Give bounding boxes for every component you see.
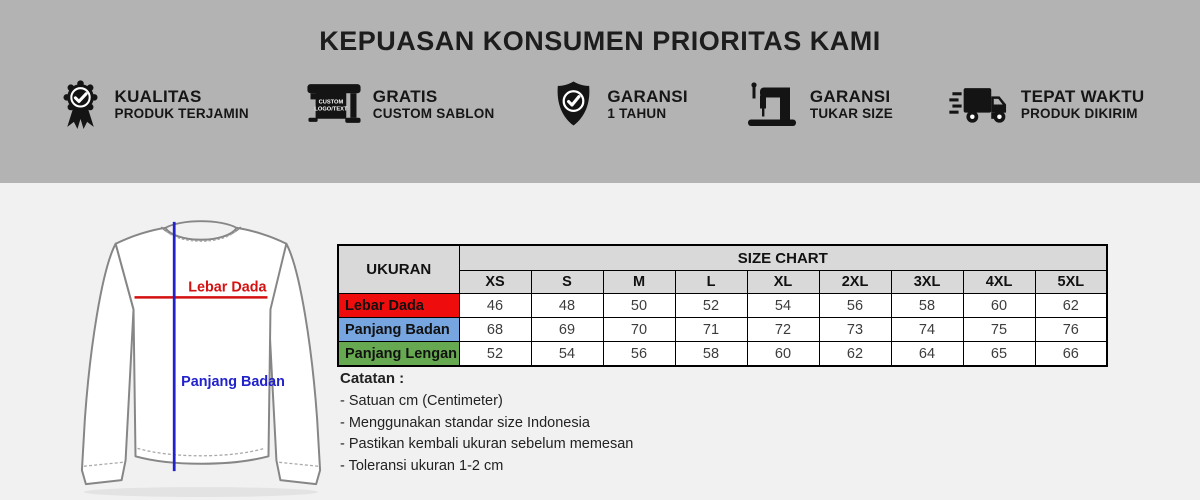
long-sleeve-shirt-illustration xyxy=(72,210,330,498)
feature-line2: 1 TAHUN xyxy=(607,106,667,122)
size-value-cell: 60 xyxy=(747,342,819,367)
size-value-cell: 68 xyxy=(459,318,531,342)
size-column-header: XL xyxy=(747,271,819,294)
note-item: - Pastikan kembali ukuran sebelum memesan xyxy=(340,436,634,452)
feature-label xyxy=(607,87,688,121)
size-value-cell: 69 xyxy=(531,318,603,342)
feature-tepat-waktu xyxy=(949,81,1145,128)
size-value-cell: 58 xyxy=(891,294,963,318)
feature-gratis-sablon xyxy=(305,81,495,128)
size-value-cell: 70 xyxy=(603,318,675,342)
notes xyxy=(340,370,633,477)
shirt-shadow xyxy=(84,487,318,497)
size-value-cell: 48 xyxy=(531,294,603,318)
size-chart-table xyxy=(337,244,1108,367)
feature-line2: TUKAR SIZE xyxy=(809,106,893,122)
feature-line1: GARANSI xyxy=(809,87,891,107)
medal-check-icon xyxy=(56,78,105,131)
size-value-cell: 56 xyxy=(603,342,675,367)
size-value-cell: 56 xyxy=(819,294,891,318)
size-column-header: L xyxy=(675,271,747,294)
size-column-header: 2XL xyxy=(819,271,891,294)
size-value-cell: 71 xyxy=(675,318,747,342)
chest-width-label: Lebar Dada xyxy=(188,279,267,296)
size-value-cell: 75 xyxy=(963,318,1035,342)
printer-banner-line1: CUSTOM xyxy=(318,99,344,106)
size-value-cell: 73 xyxy=(819,318,891,342)
shirt-diagram xyxy=(72,210,330,498)
shield-check-icon xyxy=(550,79,597,129)
feature-line1: GARANSI xyxy=(607,87,688,107)
feature-label xyxy=(1021,87,1145,121)
body-length-label: Panjang Badan xyxy=(181,373,285,390)
feature-line1: TEPAT WAKTU xyxy=(1020,87,1145,107)
table-corner-header: UKURAN xyxy=(338,245,459,294)
row-label: Panjang Lengan xyxy=(338,342,459,367)
size-value-cell: 52 xyxy=(675,294,747,318)
sewing-machine-icon xyxy=(744,81,800,128)
printer-icon xyxy=(305,81,363,128)
table-row xyxy=(338,318,1107,342)
note-item: - Satuan cm (Centimeter) xyxy=(340,393,503,409)
size-value-cell: 74 xyxy=(891,318,963,342)
feature-line1: GRATIS xyxy=(372,87,438,107)
size-column-header: 5XL xyxy=(1035,271,1107,294)
table-row xyxy=(338,294,1107,318)
delivery-truck-icon xyxy=(949,81,1011,128)
table-group-header: SIZE CHART xyxy=(459,245,1107,271)
size-value-cell: 62 xyxy=(1035,294,1107,318)
size-column-header: 4XL xyxy=(963,271,1035,294)
size-value-cell: 54 xyxy=(531,342,603,367)
note-item: - Toleransi ukuran 1-2 cm xyxy=(340,457,504,474)
size-column-header: XS xyxy=(459,271,531,294)
feature-line2: PRODUK DIKIRIM xyxy=(1020,106,1138,122)
size-value-cell: 46 xyxy=(459,294,531,318)
size-column-header: 3XL xyxy=(891,271,963,294)
row-label: Panjang Badan xyxy=(338,318,459,342)
feature-garansi-tukar-size xyxy=(744,81,893,128)
size-value-cell: 60 xyxy=(963,294,1035,318)
size-value-cell: 72 xyxy=(747,318,819,342)
feature-kualitas xyxy=(56,78,249,131)
hero-title: KEPUASAN KONSUMEN PRIORITAS KAMI xyxy=(319,26,881,56)
row-label: Lebar Dada xyxy=(338,294,459,318)
feature-label xyxy=(115,87,249,121)
size-column-header: S xyxy=(531,271,603,294)
size-value-cell: 76 xyxy=(1035,318,1107,342)
feature-garansi-1-tahun xyxy=(550,79,688,129)
size-value-cell: 65 xyxy=(963,342,1035,367)
size-value-cell: 66 xyxy=(1035,342,1107,367)
printer-banner-line2: LOGO/TEXT xyxy=(314,106,348,113)
size-value-cell: 50 xyxy=(603,294,675,318)
size-value-cell: 58 xyxy=(675,342,747,367)
note-item: - Menggunakan standar size Indonesia xyxy=(340,414,590,431)
size-value-cell: 52 xyxy=(459,342,531,367)
shirt-body xyxy=(116,228,287,464)
feature-label xyxy=(373,87,495,121)
feature-line2: PRODUK TERJAMIN xyxy=(114,106,249,122)
table-row xyxy=(338,342,1107,367)
size-value-cell: 54 xyxy=(747,294,819,318)
size-column-header: M xyxy=(603,271,675,294)
notes-list xyxy=(340,391,633,477)
size-value-cell: 64 xyxy=(891,342,963,367)
feature-line1: KUALITAS xyxy=(114,87,202,107)
feature-label xyxy=(810,87,893,121)
hero-section xyxy=(0,0,1200,183)
size-value-cell: 62 xyxy=(819,342,891,367)
features-row xyxy=(0,78,1200,131)
feature-line2: CUSTOM SABLON xyxy=(372,106,495,122)
notes-title: Catatan : xyxy=(340,370,405,387)
